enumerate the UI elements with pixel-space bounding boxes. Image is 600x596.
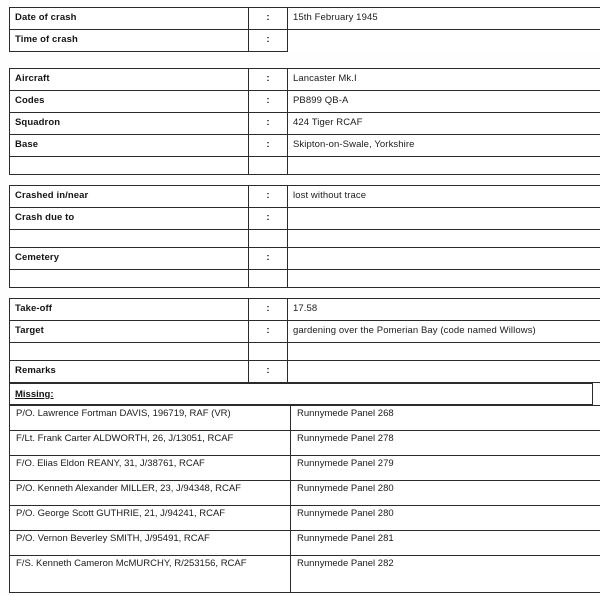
crew-memorial-panel: Runnymede Panel 282	[291, 556, 600, 593]
field-value-blank	[288, 230, 600, 248]
crew-memorial-panel: Runnymede Panel 281	[291, 531, 600, 556]
crew-member-name: P/O. George Scott GUTHRIE, 21, J/94241, RCAF	[10, 506, 291, 531]
table-row	[10, 135, 600, 157]
table-row-blank	[10, 343, 600, 361]
field-label-blank	[10, 270, 249, 288]
section-spacer	[0, 52, 600, 68]
table-row	[10, 406, 600, 431]
crew-member-name: F/O. Elias Eldon REANY, 31, J/38761, RCAF	[10, 456, 291, 481]
field-colon: :	[249, 91, 288, 113]
field-colon: :	[249, 208, 288, 230]
field-colon: :	[249, 361, 288, 383]
field-label-remarks: Remarks	[10, 361, 249, 383]
field-label-blank	[10, 343, 249, 361]
crew-memorial-panel: Runnymede Panel 280	[291, 506, 600, 531]
field-label-crash-due-to: Crash due to	[10, 208, 249, 230]
field-label-take-off: Take-off	[10, 299, 249, 321]
table-row	[10, 556, 600, 593]
table-row	[10, 30, 600, 52]
table-row	[10, 431, 600, 456]
field-value-base: Skipton-on-Swale, Yorkshire	[288, 135, 600, 157]
table-row	[10, 384, 593, 405]
table-row	[10, 113, 600, 135]
field-label-target: Target	[10, 321, 249, 343]
missing-crew-table	[9, 405, 600, 593]
field-colon	[249, 343, 288, 361]
missing-heading-table	[9, 383, 593, 405]
table-row	[10, 456, 600, 481]
field-value-blank	[288, 343, 600, 361]
table-row	[10, 91, 600, 113]
field-value-remarks	[288, 361, 600, 383]
table-row	[10, 248, 600, 270]
crew-member-name: P/O. Lawrence Fortman DAVIS, 196719, RAF (VR)	[10, 406, 291, 431]
field-value-codes: PB899 QB-A	[288, 91, 600, 113]
field-value-date-of-crash: 15th February 1945	[288, 8, 600, 30]
crew-member-name: F/S. Kenneth Cameron McMURCHY, R/253156, RCAF	[10, 556, 291, 593]
field-label-crashed-in-near: Crashed in/near	[10, 186, 249, 208]
crew-memorial-panel: Runnymede Panel 279	[291, 456, 600, 481]
section-spacer	[0, 175, 600, 185]
table-row	[10, 299, 600, 321]
field-colon	[249, 230, 288, 248]
table-row-blank	[10, 157, 600, 175]
field-colon: :	[249, 299, 288, 321]
table-row	[10, 186, 600, 208]
mission-table	[9, 298, 600, 383]
table-row	[10, 69, 600, 91]
field-label-aircraft: Aircraft	[10, 69, 249, 91]
field-label-codes: Codes	[10, 91, 249, 113]
field-colon: :	[249, 113, 288, 135]
table-row	[10, 481, 600, 506]
field-value-crashed-in-near: lost without trace	[288, 186, 600, 208]
crew-member-name: P/O. Vernon Beverley SMITH, J/95491, RCAF	[10, 531, 291, 556]
crew-member-name: P/O. Kenneth Alexander MILLER, 23, J/94348, RCAF	[10, 481, 291, 506]
field-colon: :	[249, 186, 288, 208]
field-label-blank	[10, 230, 249, 248]
crew-memorial-panel: Runnymede Panel 280	[291, 481, 600, 506]
field-colon	[249, 270, 288, 288]
field-value-target: gardening over the Pomerian Bay (code named Willows)	[288, 321, 600, 343]
table-row	[10, 361, 600, 383]
field-value-blank	[288, 157, 600, 175]
field-label-blank	[10, 157, 249, 175]
table-row	[10, 321, 600, 343]
table-row	[10, 8, 600, 30]
field-label-squadron: Squadron	[10, 113, 249, 135]
crew-member-name: F/Lt. Frank Carter ALDWORTH, 26, J/13051, RCAF	[10, 431, 291, 456]
field-value-take-off: 17.58	[288, 299, 600, 321]
table-row-blank	[10, 230, 600, 248]
table-row-blank	[10, 270, 600, 288]
field-value-squadron: 424 Tiger RCAF	[288, 113, 600, 135]
field-label-time-of-crash: Time of crash	[10, 30, 249, 52]
field-label-cemetery: Cemetery	[10, 248, 249, 270]
field-colon: :	[249, 30, 288, 52]
crew-memorial-panel: Runnymede Panel 268	[291, 406, 600, 431]
field-colon: :	[249, 321, 288, 343]
crew-memorial-panel: Runnymede Panel 278	[291, 431, 600, 456]
field-value-aircraft: Lancaster Mk.I	[288, 69, 600, 91]
field-label-base: Base	[10, 135, 249, 157]
table-row	[10, 531, 600, 556]
aircraft-details-table	[9, 68, 600, 175]
field-value-crash-due-to	[288, 208, 600, 230]
field-value-time-of-crash	[288, 30, 600, 52]
field-colon: :	[249, 8, 288, 30]
crash-details-table	[9, 7, 600, 52]
field-colon: :	[249, 135, 288, 157]
field-label-date-of-crash: Date of crash	[10, 8, 249, 30]
field-colon: :	[249, 69, 288, 91]
field-value-blank	[288, 270, 600, 288]
field-colon: :	[249, 248, 288, 270]
crash-cause-table	[9, 185, 600, 288]
missing-section-heading: Missing:	[10, 384, 593, 405]
field-colon	[249, 157, 288, 175]
table-row	[10, 208, 600, 230]
field-value-cemetery	[288, 248, 600, 270]
table-row	[10, 506, 600, 531]
section-spacer	[0, 288, 600, 298]
